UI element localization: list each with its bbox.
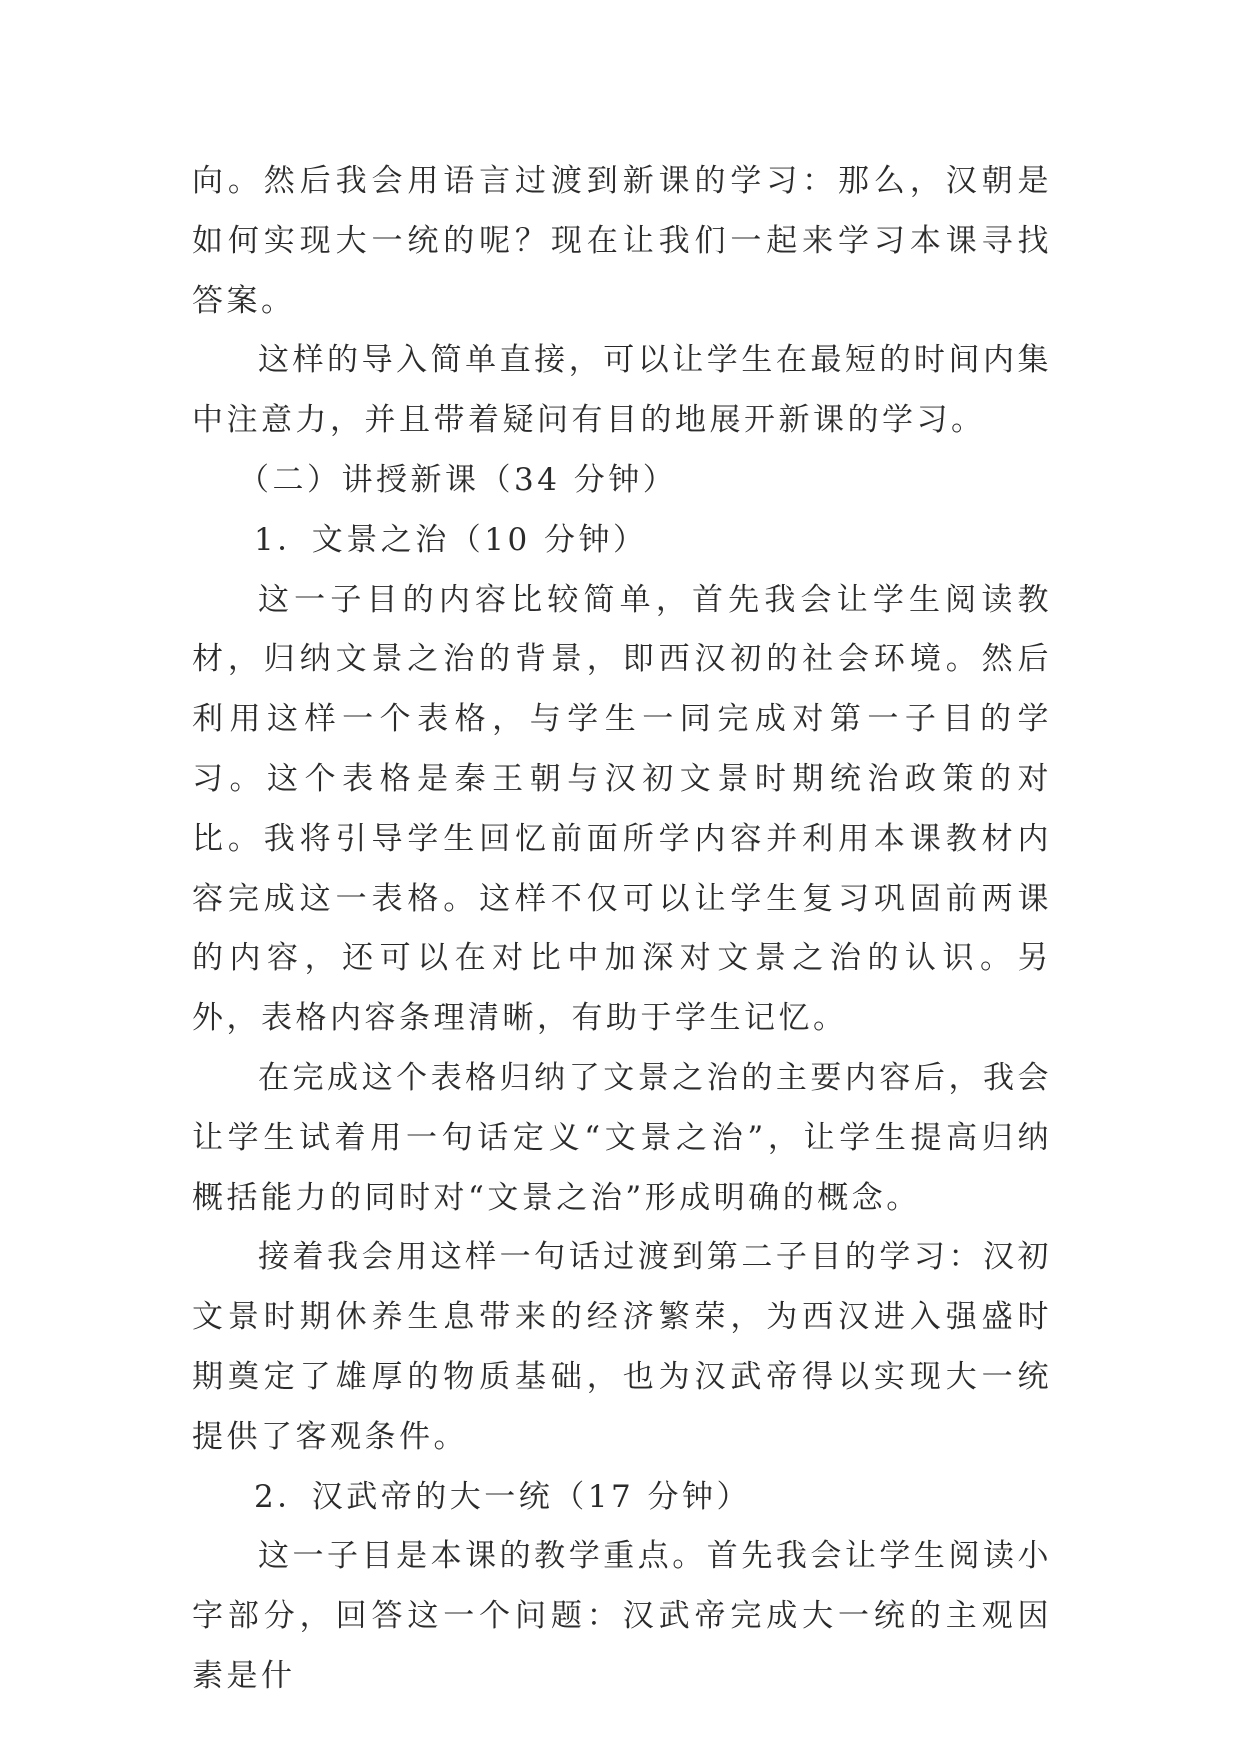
document-page <box>192 152 1052 1707</box>
subsection-heading: 2．汉武帝的大一统（17 分钟） <box>254 1478 752 1515</box>
subsection-heading: 1．文景之治（10 分钟） <box>254 521 648 558</box>
body-paragraph: 在完成这个表格归纳了文景之治的主要内容后，我会让学生试着用一句话定义“文景之治”，让学生提高归纳概括能力的同时对“文景之治”形成明确的概念。 <box>192 1059 1052 1216</box>
section-heading: （二）讲授新课（34 分钟） <box>238 461 678 498</box>
body-paragraph: 接着我会用这样一句话过渡到第二子目的学习：汉初文景时期休养生息带来的经济繁荣，为西汉进入强盛时期奠定了雄厚的物质基础，也为汉武帝得以实现大一统提供了客观条件。 <box>192 1239 1052 1455</box>
body-paragraph: 这一子目的内容比较简单，首先我会让学生阅读教材，归纳文景之治的背景，即西汉初的社会环境。然后利用这样一个表格，与学生一同完成对第一子目的学习。这个表格是秦王朝与汉初文景时期统治政策的对比。我将引导学生回忆前面所学内容并利用本课教材内容完成这一表格。这样不仅可以让学生复习巩固前两课的内容，还可以在对比中加深对文景之治的认识。另外，表格内容条理清晰，有助于学生记忆。 <box>192 581 1052 1037</box>
body-paragraph: 这一子目是本课的教学重点。首先我会让学生阅读小字部分，回答这一个问题：汉武帝完成大一统的主观因素是什 <box>192 1538 1052 1694</box>
body-paragraph: 这样的导入简单直接，可以让学生在最短的时间内集中注意力，并且带着疑问有目的地展开新课的学习。 <box>192 342 1052 439</box>
body-paragraph: 向。然后我会用语言过渡到新课的学习：那么，汉朝是如何实现大一统的呢？现在让我们一起来学习本课寻找答案。 <box>192 163 1052 319</box>
